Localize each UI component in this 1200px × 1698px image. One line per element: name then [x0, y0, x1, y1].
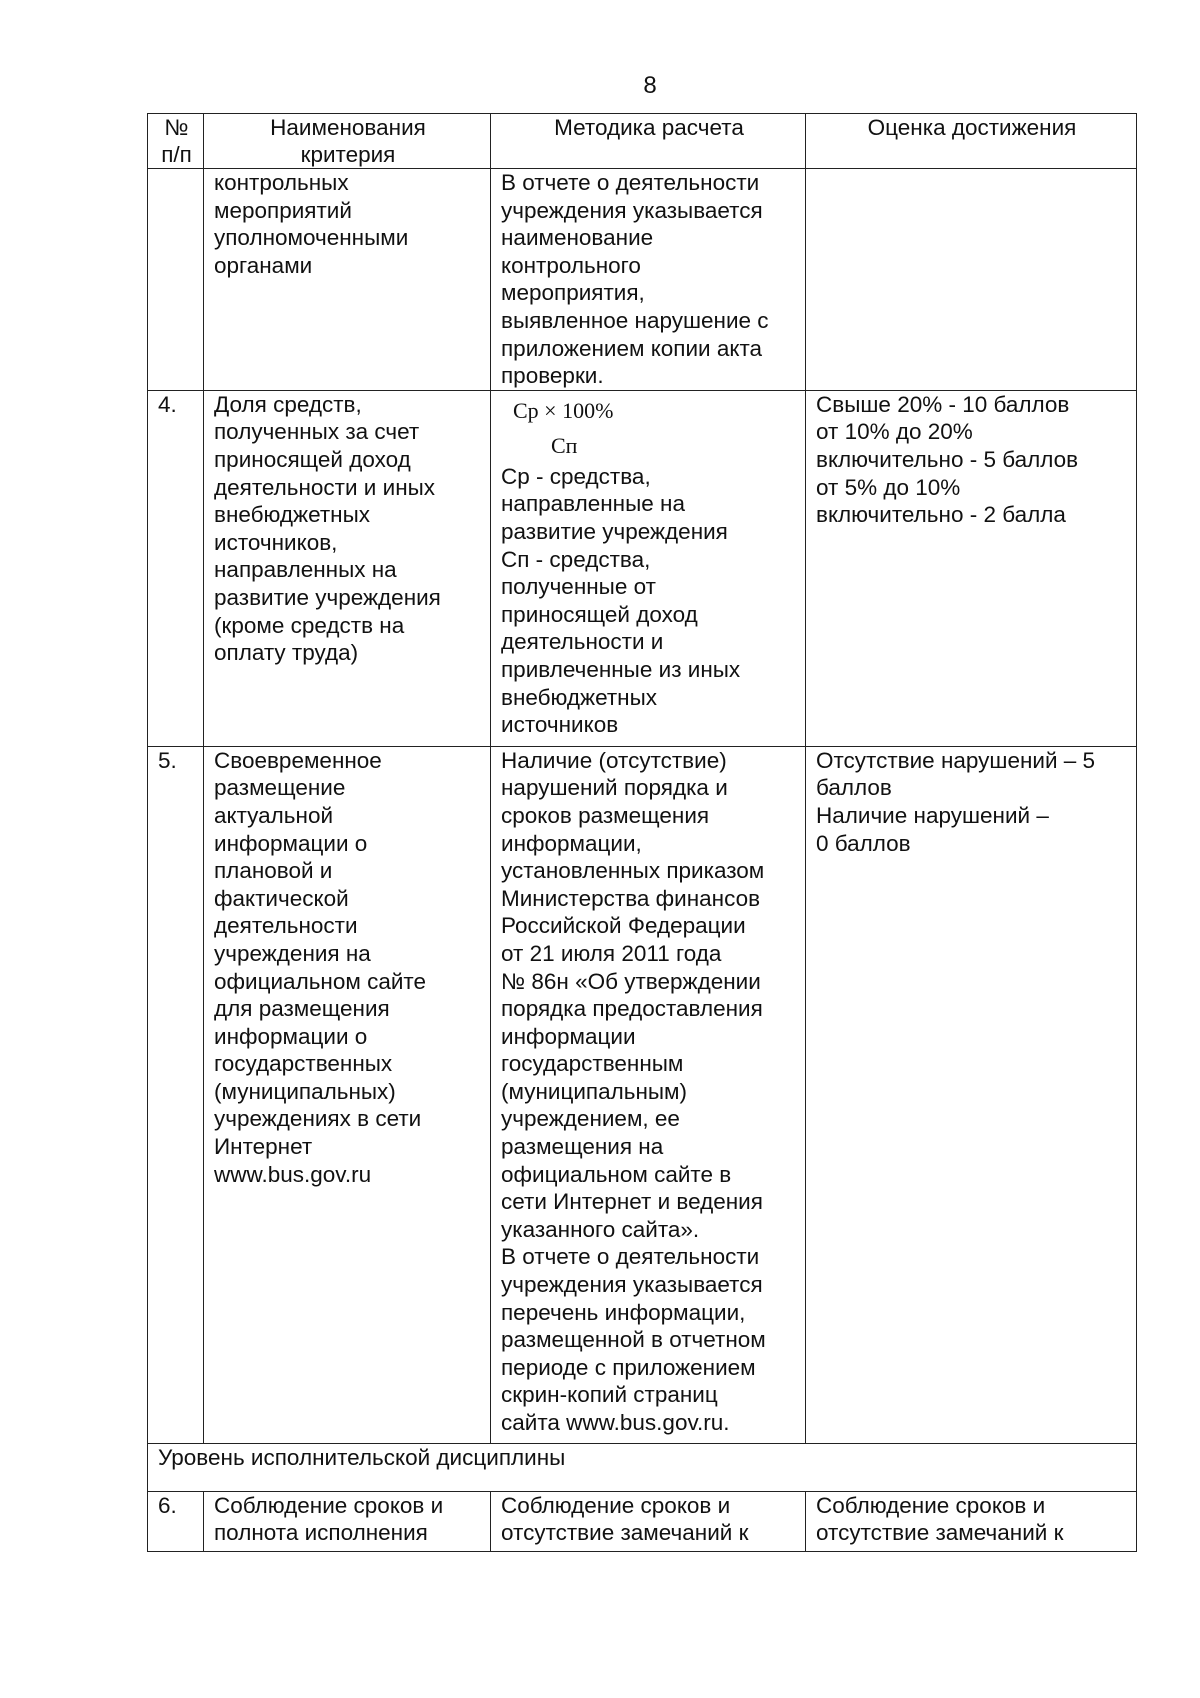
calculation-method: Ср - средства, направленные на развитие учреждения Сп - средства, полученные от приносящей доход деятельности и привлеченные из иных внебюджетных источников [501, 463, 741, 738]
table-header-row [148, 114, 1137, 169]
achievement-score [806, 169, 1137, 391]
page-number: 8 [643, 72, 657, 99]
calculation-method-cell [491, 390, 806, 746]
table-row [148, 169, 1137, 391]
header-criterion-name: Наименования критерия [204, 114, 491, 169]
criteria-table [147, 113, 1137, 1552]
calculation-method: Наличие (отсутствие) нарушений порядка и сроков размещения информации, установленных приказом Министерства финансов Российской Федерации от 21 июля 2011 года № 86н «Об утверждении порядка предоставления информации государственным (муниципальным) учреждением, ее размещения на официальном сайте в сети Интернет и ведения указанного сайта». В отчете о деятельности учреждения указывается перечень информации, размещенной в отчетном периоде с приложением скрин-копий страниц сайта www.bus.gov.ru. [491, 746, 806, 1443]
criterion-name: Соблюдение сроков и полнота исполнения [204, 1491, 491, 1551]
row-number: 5. [148, 746, 204, 1443]
achievement-score: Отсутствие нарушений – 5 баллов Наличие нарушений – 0 баллов [806, 746, 1137, 1443]
formula-numerator: Ср × 100% [513, 397, 614, 423]
criterion-name: Своевременное размещение актуальной информации о плановой и фактической деятельности учреждения на официальном сайте для размещения информации о государственных (муниципальных) учреждениях в сети Интернет www.bus.gov.ru [204, 746, 491, 1443]
calculation-method: Соблюдение сроков и отсутствие замечаний к [491, 1491, 806, 1551]
section-title: Уровень исполнительской дисциплины [148, 1443, 1137, 1491]
achievement-score: Свыше 20% - 10 баллов от 10% до 20% включительно - 5 баллов от 5% до 10% включительно - 2 балла [806, 390, 1137, 746]
criterion-name: Доля средств, полученных за счет приносящей доход деятельности и иных внебюджетных источников, направленных на развитие учреждения (кроме средств на оплату труда) [204, 390, 491, 746]
row-number [148, 169, 204, 391]
formula-denominator: Сп [551, 432, 578, 458]
table-row [148, 390, 1137, 746]
header-method: Методика расчета [491, 114, 806, 169]
table-row [148, 1491, 1137, 1551]
achievement-score: Соблюдение сроков и отсутствие замечаний к [806, 1491, 1137, 1551]
header-score: Оценка достижения [806, 114, 1137, 169]
calculation-method: В отчете о деятельности учреждения указывается наименование контрольного мероприятия, выявленное нарушение с приложением копии акта проверки. [491, 169, 806, 391]
row-number: 4. [148, 390, 204, 746]
ratio-formula [501, 391, 797, 463]
table-row [148, 746, 1137, 1443]
section-row [148, 1443, 1137, 1491]
criterion-name: контрольных мероприятий уполномоченными органами [204, 169, 491, 391]
header-number: № п/п [148, 114, 204, 169]
row-number: 6. [148, 1491, 204, 1551]
